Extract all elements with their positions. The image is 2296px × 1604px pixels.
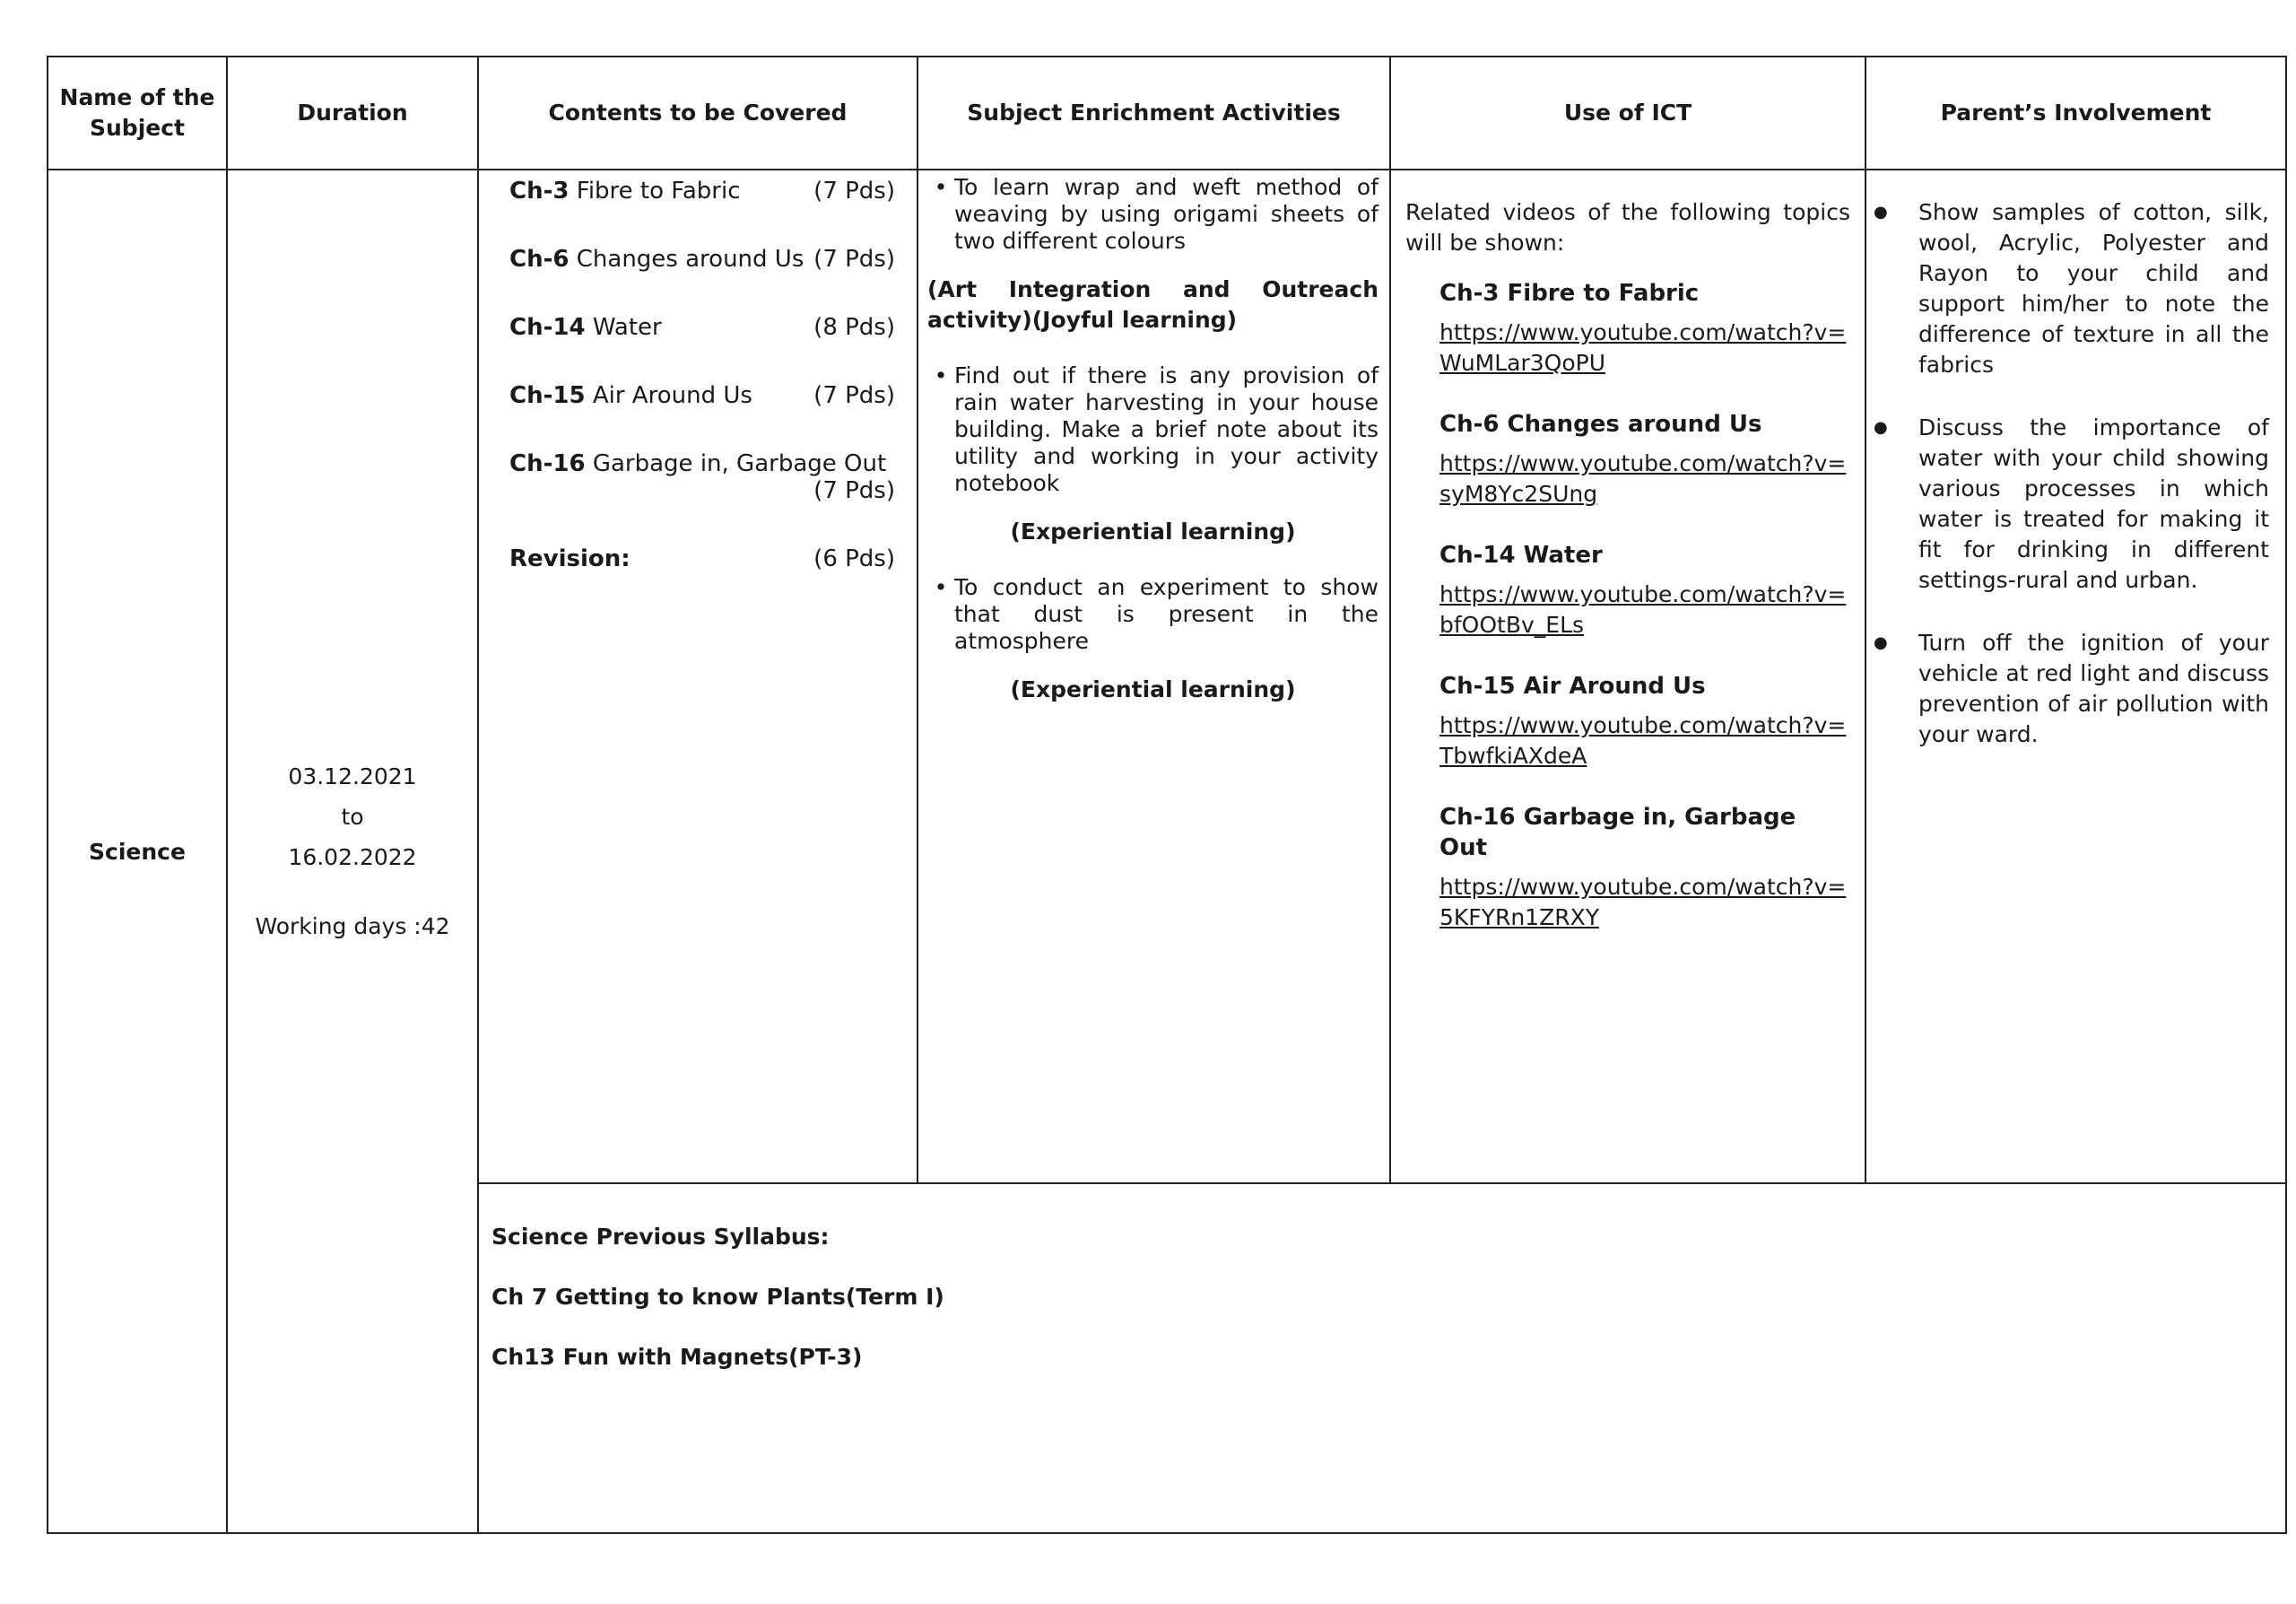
content-title: Air Around Us — [592, 382, 752, 409]
science-row — [48, 170, 2286, 1183]
content-item — [509, 545, 895, 572]
header-enrichment: Subject Enrichment Activities — [918, 57, 1390, 170]
content-chapter: Ch-6 — [509, 246, 570, 273]
content-chapter: Ch-16 — [509, 450, 586, 477]
video-link[interactable]: https://www.youtube.com/watch?v=bfOOtBv_ELs — [1439, 581, 1847, 638]
content-item — [509, 314, 895, 341]
ict-item — [1405, 278, 1850, 379]
content-periods: (7 Pds) — [813, 246, 895, 273]
content-title: Garbage in, Garbage Out — [592, 450, 887, 477]
header-ict: Use of ICT — [1390, 57, 1866, 170]
content-periods: (8 Pds) — [813, 314, 895, 341]
previous-syllabus-heading: Science Previous Syllabus: — [491, 1224, 830, 1250]
parent-text: Turn off the ignition of your vehicle at red light and discuss prevention of air pollution with your ward. — [1918, 630, 2269, 747]
parent-bullet — [1874, 197, 2269, 380]
bullet-icon: ● — [1874, 633, 1888, 652]
ict-topic-title: Ch-3 Fibre to Fabric — [1439, 280, 1700, 307]
ict-item — [1405, 802, 1850, 933]
ict-topic-title: Ch-6 Changes around Us — [1439, 411, 1762, 438]
enrichment-note: (Experiential learning) — [1010, 519, 1296, 545]
header-row — [48, 57, 2286, 170]
parent-text: Discuss the importance of water with your child showing various processes in which water is treated for making it fit for drinking in different settings-rural and urban. — [1918, 414, 2269, 593]
previous-syllabus-line: Ch 7 Getting to know Plants(Term I) — [491, 1284, 944, 1310]
content-chapter: Ch-15 — [509, 382, 586, 409]
ict-topic-title: Ch-15 Air Around Us — [1439, 673, 1706, 700]
ict-item — [1405, 409, 1850, 510]
bullet-icon: • — [934, 174, 948, 200]
content-periods: (7 Pds) — [813, 477, 895, 504]
duration-cell — [227, 170, 478, 1533]
content-chapter: Revision: — [509, 545, 631, 572]
header-duration: Duration — [227, 57, 478, 170]
header-subject: Name of the Subject — [48, 57, 227, 170]
content-item — [509, 382, 895, 409]
ict-topic-title: Ch-16 Garbage in, Garbage Out — [1439, 804, 1796, 861]
content-item — [509, 450, 895, 504]
parent-bullet — [1874, 628, 2269, 750]
previous-syllabus-cell — [478, 1183, 2286, 1533]
bullet-icon: • — [934, 574, 948, 600]
header-contents: Contents to be Covered — [478, 57, 918, 170]
parent-text: Show samples of cotton, silk, wool, Acrylic, Polyester and Rayon to your child and support him/her to note the difference of texture in all the fabrics — [1918, 199, 2269, 378]
parent-bullet — [1874, 413, 2269, 596]
bullet-icon: • — [934, 362, 948, 388]
video-link[interactable]: https://www.youtube.com/watch?v=syM8Yc2SUng — [1439, 450, 1847, 507]
parent-cell — [1866, 170, 2286, 1183]
duration-to-word: to — [341, 804, 364, 830]
content-title: Fibre to Fabric — [576, 178, 741, 205]
enrichment-text: To conduct an experiment to show that dust is present in the atmosphere — [954, 574, 1378, 654]
ict-cell — [1390, 170, 1866, 1183]
enrichment-note: (Experiential learning) — [1010, 676, 1296, 702]
content-item — [509, 178, 895, 205]
bullet-icon: ● — [1874, 203, 1888, 222]
enrichment-note: (Art Integration and Outreach activity)(Joyful learning) — [927, 276, 1378, 333]
video-link[interactable]: https://www.youtube.com/watch?v=WuMLar3QoPU — [1439, 319, 1847, 376]
video-link[interactable]: https://www.youtube.com/watch?v=TbwfkiAXdeA — [1439, 712, 1847, 769]
header-parent: Parent’s Involvement — [1866, 57, 2286, 170]
enrichment-bullet — [927, 362, 1378, 497]
content-chapter: Ch-14 — [509, 314, 586, 341]
duration-from: 03.12.2021 — [288, 763, 417, 789]
enrichment-bullet — [927, 574, 1378, 655]
ict-intro: Related videos of the following topics will be shown: — [1405, 199, 1850, 256]
working-days: Working days :42 — [255, 913, 450, 939]
ict-topic-title: Ch-14 Water — [1439, 542, 1603, 569]
ict-item — [1405, 671, 1850, 771]
ict-item — [1405, 540, 1850, 641]
content-title: Water — [592, 314, 662, 341]
syllabus-table — [47, 56, 2287, 1534]
enrichment-cell — [918, 170, 1390, 1183]
content-chapter: Ch-3 — [509, 178, 570, 205]
enrichment-bullet — [927, 174, 1378, 255]
contents-cell — [478, 170, 918, 1183]
duration-to: 16.02.2022 — [288, 844, 417, 870]
content-item — [509, 246, 895, 273]
video-link[interactable]: https://www.youtube.com/watch?v=5KFYRn1ZRXY — [1439, 874, 1847, 930]
content-periods: (7 Pds) — [813, 382, 895, 409]
bullet-icon: ● — [1874, 418, 1888, 437]
content-periods: (6 Pds) — [813, 545, 895, 572]
subject-name: Science — [48, 170, 227, 1533]
enrichment-text: Find out if there is any provision of rain water harvesting in your house building. Make a brief note about its utility and working in your activity notebook — [954, 362, 1378, 496]
content-periods: (7 Pds) — [813, 178, 895, 205]
enrichment-text: To learn wrap and weft method of weaving by using origami sheets of two different colours — [954, 174, 1378, 254]
content-title: Changes around Us — [576, 246, 804, 273]
previous-syllabus-line: Ch13 Fun with Magnets(PT-3) — [491, 1344, 863, 1370]
